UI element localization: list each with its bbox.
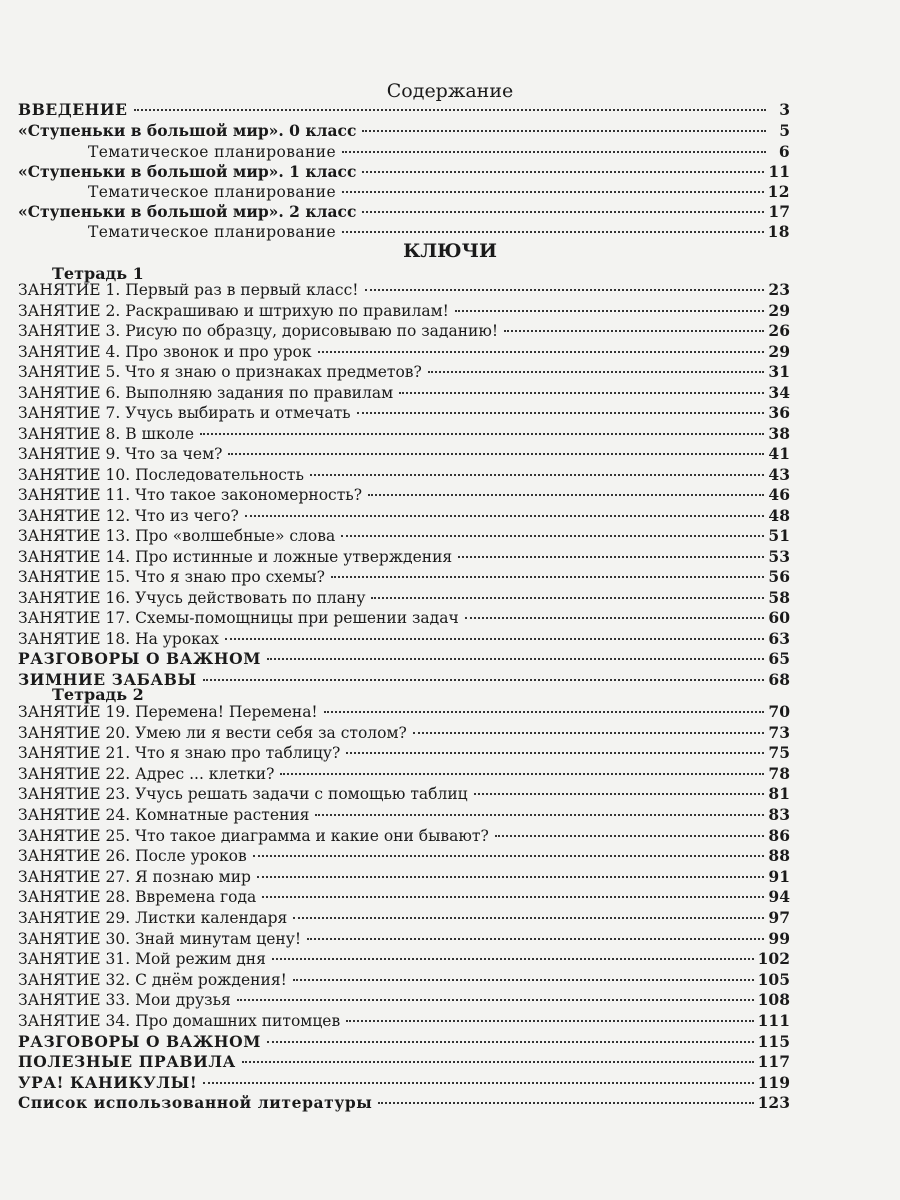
toc-page-number: 34 [768, 382, 790, 402]
toc-label: РАЗГОВОРЫ О ВАЖНОМ [18, 649, 262, 668]
dot-leader [203, 679, 765, 681]
dot-leader [455, 310, 765, 312]
toc-row [18, 1032, 790, 1052]
toc-label: ЗАНЯТИЕ 28. Ввремена года [18, 888, 257, 907]
dot-leader [134, 109, 766, 111]
dot-leader [237, 999, 754, 1001]
toc-row [18, 280, 790, 300]
toc-page-number: 73 [768, 722, 790, 742]
toc-label: ЗАНЯТИЕ 32. С днём рождения! [18, 970, 287, 989]
toc-label: ЗАНЯТИЕ 17. Схемы-помощницы при решении задач [18, 609, 459, 627]
dot-leader [504, 330, 764, 332]
toc-page-number: 3 [779, 100, 790, 119]
toc-label: ЗАНЯТИЕ 2. Раскрашиваю и штрихую по правилам! [18, 301, 449, 320]
toc-row [18, 990, 790, 1010]
toc-label: УРА! КАНИКУЛЫ! [18, 1072, 198, 1092]
toc-page-number: 86 [768, 825, 790, 845]
toc-row [18, 202, 790, 222]
toc-row [18, 121, 790, 141]
dot-leader [324, 711, 765, 713]
toc-label: ЗАНЯТИЕ 4. Про звонок и про урок [18, 342, 312, 361]
dot-leader [315, 814, 764, 816]
toc-page-number: 58 [768, 587, 790, 607]
toc-label: «Ступеньки в большой мир». 1 класс [18, 162, 357, 181]
toc-label: ЗАНЯТИЕ 5. Что я знаю о признаках предметов? [18, 363, 422, 381]
toc-label: ЗАНЯТИЕ 6. Выполняю задания по правилам [18, 383, 394, 402]
dot-leader [342, 151, 766, 153]
toc-page-number: 53 [768, 546, 790, 566]
toc-label: ЗАНЯТИЕ 8. В школе [18, 424, 195, 443]
dot-leader [293, 917, 764, 919]
toc-label: Тематическое планирование [88, 143, 337, 161]
toc-label: ЗАНЯТИЕ 26. После уроков [18, 847, 247, 866]
toc-page-number: 102 [757, 949, 790, 969]
dot-leader [495, 835, 765, 837]
dot-leader [413, 732, 765, 734]
toc-page-number: 26 [768, 321, 790, 340]
dot-leader [310, 474, 765, 476]
toc-page-number: 60 [768, 608, 790, 627]
toc-page-number: 83 [768, 805, 790, 824]
toc-row [18, 485, 790, 505]
toc-row [18, 702, 790, 722]
toc-row [18, 506, 790, 526]
toc-page-number: 70 [768, 702, 790, 721]
toc-label: ЗАНЯТИЕ 15. Что я знаю про схемы? [18, 568, 325, 586]
toc-row [88, 142, 790, 162]
dot-leader [228, 453, 764, 455]
toc-row [18, 1093, 790, 1113]
toc-row [18, 100, 790, 120]
toc-label: ЗАНЯТИЕ 7. Учусь выбирать и отмечать [18, 404, 351, 422]
toc-label: ЗАНЯТИЕ 27. Я познаю мир [18, 867, 251, 886]
toc-row [18, 526, 790, 546]
toc-row [18, 444, 790, 464]
dot-leader [474, 793, 765, 795]
toc-label: Список использованной литературы [18, 1093, 373, 1113]
toc-label: ЗАНЯТИЕ 33. Мои друзья [18, 991, 231, 1010]
toc-page-number: 38 [768, 423, 790, 443]
toc-label: «Ступеньки в большой мир». 2 класс [18, 202, 357, 221]
toc-label: ПОЛЕЗНЫЕ ПРАВИЛА [18, 1052, 236, 1072]
dot-leader [399, 392, 764, 394]
dot-leader [318, 351, 765, 353]
toc-row [18, 929, 790, 949]
toc-page-number: 43 [768, 464, 790, 484]
toc-row [18, 629, 790, 649]
toc-label: ЗАНЯТИЕ 12. Что из чего? [18, 506, 239, 525]
dot-leader [280, 773, 764, 775]
toc-label: ЗАНЯТИЕ 29. Листки календаря [18, 909, 288, 927]
toc-row [18, 301, 790, 321]
dot-leader [203, 1082, 753, 1084]
toc-label: ЗАНЯТИЕ 23. Учусь решать задачи с помощью таблиц [18, 785, 468, 804]
toc-label: Тематическое планирование [88, 223, 337, 241]
toc-row [18, 887, 790, 907]
dot-leader [267, 658, 764, 660]
toc-page-number: 63 [768, 628, 790, 648]
toc-row [18, 970, 790, 990]
toc-row [18, 949, 790, 969]
keys-heading: КЛЮЧИ [403, 240, 497, 262]
toc-page-number: 105 [757, 969, 790, 989]
toc-page-number: 48 [768, 505, 790, 525]
toc-page-number: 17 [768, 202, 790, 221]
toc-page-number: 117 [757, 1052, 790, 1072]
toc-row [18, 424, 790, 444]
dot-leader [257, 876, 764, 878]
dot-leader [368, 494, 764, 496]
dot-leader [346, 752, 764, 754]
toc-row [18, 465, 790, 485]
toc-label: Тематическое планирование [88, 183, 337, 201]
toc-page-number: 123 [757, 1093, 790, 1113]
toc-row [18, 1011, 790, 1031]
toc-row [18, 608, 790, 628]
toc-page-number: 56 [768, 567, 790, 586]
toc-label: ЗАНЯТИЕ 22. Адрес ... клетки? [18, 764, 275, 783]
toc-label: ЗАНЯТИЕ 3. Рисую по образцу, дорисовываю по заданию! [18, 322, 499, 340]
toc-label: ЗАНЯТИЕ 34. Про домашних питомцев [18, 1012, 341, 1030]
toc-row [18, 362, 790, 382]
toc-label: ЗАНЯТИЕ 25. Что такое диаграмма и какие они бывают? [18, 826, 489, 845]
dot-leader [342, 231, 764, 233]
toc-row [18, 403, 790, 423]
toc-page-number: 5 [779, 121, 790, 140]
dot-leader [200, 433, 764, 435]
dot-leader [362, 130, 766, 132]
dot-leader [253, 855, 765, 857]
toc-row [18, 846, 790, 866]
toc-label: ЗАНЯТИЕ 9. Что за чем? [18, 445, 223, 463]
toc-row [18, 567, 790, 587]
toc-row [18, 649, 790, 669]
dot-leader [428, 371, 765, 373]
toc-row [18, 805, 790, 825]
toc-page-number: 51 [768, 526, 790, 545]
toc-row [18, 321, 790, 341]
toc-row [18, 723, 790, 743]
toc-page-number: 81 [768, 784, 790, 804]
toc-label: ЗАНЯТИЕ 16. Учусь действовать по плану [18, 588, 366, 607]
toc-page-number: 119 [757, 1072, 790, 1092]
dot-leader [267, 1041, 754, 1043]
page-title: Содержание [386, 80, 514, 102]
toc-row [18, 1073, 790, 1093]
toc-label: ЗАНЯТИЕ 13. Про «волшебные» слова [18, 527, 336, 545]
toc-page-number: 75 [768, 743, 790, 763]
toc-page-number: 88 [768, 846, 790, 866]
toc-page-number: 23 [768, 280, 790, 299]
dot-leader [272, 958, 754, 960]
toc-page-number: 12 [767, 182, 790, 201]
toc-page-number: 91 [768, 866, 790, 886]
toc-label: ЗАНЯТИЕ 1. Первый раз в первый класс! [18, 281, 359, 299]
toc-page-number: 115 [757, 1031, 790, 1051]
dot-leader [242, 1061, 754, 1063]
toc-row [18, 743, 790, 763]
toc-page-number: 29 [768, 341, 790, 361]
dot-leader [371, 597, 764, 599]
dot-leader [342, 191, 764, 193]
toc-label: ЗАНЯТИЕ 21. Что я знаю про таблицу? [18, 744, 341, 763]
toc-label: ЗАНЯТИЕ 11. Что такое закономерность? [18, 486, 363, 504]
toc-row [18, 342, 790, 362]
dot-leader [465, 617, 765, 619]
toc-row [88, 222, 790, 242]
notebook-2-heading: Тетрадь 2 [52, 685, 144, 704]
toc-page-number: 11 [768, 162, 790, 181]
toc-row [18, 784, 790, 804]
toc-label: ЗАНЯТИЕ 18. На уроках [18, 629, 219, 648]
toc-page-number: 99 [768, 928, 790, 948]
dot-leader [357, 412, 765, 414]
toc-label: ЗАНЯТИЕ 20. Умею ли я вести себя за столом? [18, 723, 407, 742]
dot-leader [362, 211, 764, 213]
dot-leader [346, 1020, 753, 1022]
dot-leader [262, 896, 764, 898]
toc-label: ЗИМНИЕ ЗАБАВЫ [18, 669, 197, 689]
toc-row [88, 182, 790, 202]
toc-label: ЗАНЯТИЕ 31. Мой режим дня [18, 950, 266, 969]
toc-label: ЗАНЯТИЕ 30. Знай минутам цену! [18, 929, 302, 948]
toc-label: ЗАНЯТИЕ 14. Про истинные и ложные утверждения [18, 547, 453, 566]
toc-page-number: 94 [768, 887, 790, 907]
toc-page-number: 18 [767, 222, 790, 241]
toc-page-number: 65 [768, 649, 790, 668]
toc-row [18, 867, 790, 887]
toc-page-number: 68 [768, 669, 790, 689]
dot-leader [365, 289, 765, 291]
dot-leader [245, 515, 765, 517]
toc-label: ЗАНЯТИЕ 24. Комнатные растения [18, 806, 310, 824]
dot-leader [362, 171, 764, 173]
toc-row [18, 1052, 790, 1072]
dot-leader [458, 556, 764, 558]
toc-row [18, 908, 790, 928]
toc-page-number: 97 [768, 908, 790, 927]
toc-row [18, 764, 790, 784]
toc-page-number: 78 [768, 763, 790, 783]
toc-page-number: 108 [757, 990, 790, 1010]
dot-leader [378, 1102, 753, 1104]
toc-page-number: 6 [778, 142, 790, 161]
toc-row [18, 383, 790, 403]
toc-page-number: 111 [757, 1011, 790, 1030]
dot-leader [341, 535, 764, 537]
toc-row [18, 588, 790, 608]
toc-row [18, 162, 790, 182]
toc-label: ВВЕДЕНИЕ [18, 100, 128, 119]
dot-leader [293, 979, 754, 981]
toc-page-number: 41 [768, 444, 790, 463]
toc-page-number: 36 [768, 403, 790, 422]
toc-page-number: 29 [768, 300, 790, 320]
notebook-1-heading: Тетрадь 1 [52, 264, 144, 283]
toc-label: РАЗГОВОРЫ О ВАЖНОМ [18, 1031, 262, 1051]
toc-page-number: 31 [768, 362, 790, 381]
toc-label: ЗАНЯТИЕ 19. Перемена! Перемена! [18, 703, 318, 721]
toc-row [18, 547, 790, 567]
dot-leader [225, 638, 765, 640]
toc-page-number: 46 [768, 485, 790, 504]
toc-label: ЗАНЯТИЕ 10. Последовательность [18, 465, 304, 484]
dot-leader [331, 576, 765, 578]
toc-label: «Ступеньки в большой мир». 0 класс [18, 121, 357, 140]
dot-leader [307, 938, 764, 940]
toc-row [18, 826, 790, 846]
